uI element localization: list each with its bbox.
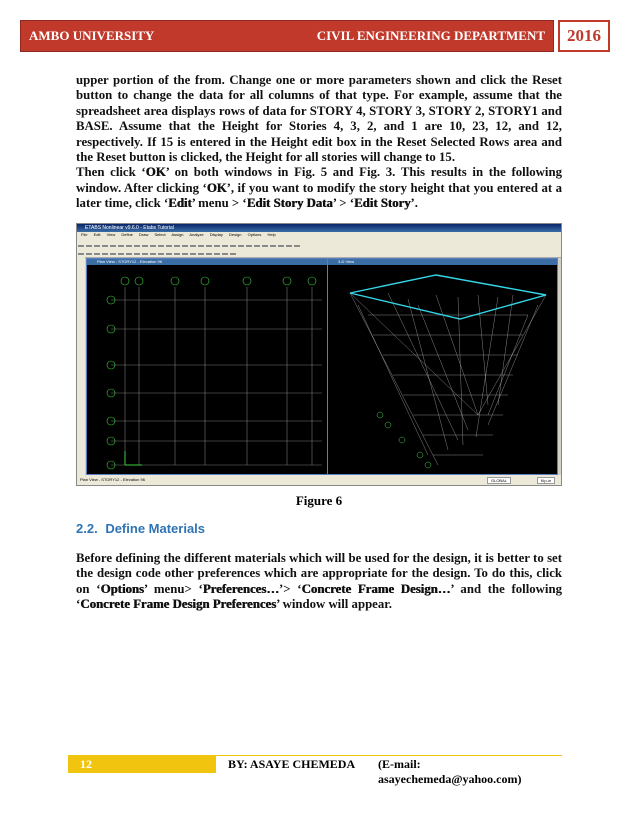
app-menu-bar — [77, 232, 561, 239]
toolbar-icon[interactable] — [174, 253, 180, 255]
menu-edit[interactable]: Edit — [93, 232, 101, 237]
edit-menu-label: Edit — [168, 196, 192, 211]
menu-design[interactable]: Design — [229, 232, 242, 237]
body-text-1 — [76, 73, 562, 212]
toolbar-icon[interactable] — [150, 253, 156, 255]
body-text-2 — [76, 551, 562, 613]
toolbar-icon[interactable] — [126, 253, 132, 255]
text-run: Then click ‘ — [76, 165, 146, 180]
toolbar-icon[interactable] — [86, 253, 92, 255]
3d-view-pane[interactable] — [327, 258, 558, 475]
text-run: ’ menu> ‘ — [143, 581, 203, 596]
header-department: CIVIL ENGINEERING DEPARTMENT — [316, 28, 545, 43]
figure-caption: Figure 6 — [295, 493, 343, 508]
toolbar-icon[interactable] — [198, 253, 204, 255]
menu-select[interactable]: Select — [154, 232, 166, 237]
toolbar-icon[interactable] — [246, 245, 252, 247]
text-run: ’, if you want to modify the story height that you entered at a later time, click ‘ — [76, 180, 562, 211]
toolbar-icon[interactable] — [142, 253, 148, 255]
concrete-frame-design-preferences-label: Concrete Frame Design Preferences — [80, 597, 277, 612]
text-run: ’. — [410, 196, 418, 211]
toolbar-icon[interactable] — [118, 253, 124, 255]
menu-draw[interactable]: Draw — [139, 232, 149, 237]
section-heading — [76, 521, 205, 536]
app-toolbar — [77, 239, 561, 258]
status-coord-system[interactable]: GLOBAL — [487, 477, 511, 484]
section-title: Define Materials — [105, 521, 206, 536]
status-text: Plan View - STORY12 - Elevation 96 — [80, 477, 145, 482]
toolbar-icon[interactable] — [214, 253, 220, 255]
plan-view-pane[interactable] — [86, 258, 328, 475]
text-run: ’ and the following ‘ — [76, 581, 562, 612]
toolbar-icon[interactable] — [230, 253, 236, 255]
concrete-frame-design-label: Concrete Frame Design… — [301, 581, 451, 596]
menu-help[interactable]: Help — [267, 232, 276, 237]
plan-view-title: Plan View - STORY12 - Elevation 96 — [97, 259, 162, 264]
toolbar-icon[interactable] — [134, 253, 140, 255]
toolbar-icon[interactable] — [158, 253, 164, 255]
toolbar-icon[interactable] — [78, 253, 84, 255]
menu-options[interactable]: Options — [247, 232, 262, 237]
toolbar-icon[interactable] — [182, 253, 188, 255]
text-run: ’ on both windows in Fig. 5 and Fig. 3. This results in the following window. After clicking ‘ — [76, 165, 562, 195]
text-run: Before defining the different materials which will be used for the design, it is better to set the design code other preferences which are appropriate for the design. To do this, click on ‘ — [76, 551, 562, 596]
page-footer — [68, 755, 562, 786]
page-header — [20, 20, 610, 52]
toolbar-icon[interactable] — [190, 253, 196, 255]
header-university: AMBO UNIVERSITY — [29, 28, 155, 43]
toolbar-icon[interactable] — [238, 245, 244, 247]
text-run: ’ > ‘ — [332, 196, 354, 211]
toolbar-icon[interactable] — [94, 253, 100, 255]
toolbar-icon[interactable] — [110, 253, 116, 255]
ok-label-1: OK — [145, 165, 166, 180]
text-run: ’ window will appear. — [276, 597, 392, 612]
app-title-bar — [77, 224, 561, 232]
toolbar-icon[interactable] — [262, 245, 268, 247]
header-bar — [20, 20, 554, 52]
edit-story-data-label: Edit Story Data — [246, 196, 333, 211]
app-title: ETABS Nonlinear v9.6.0 - Etabs Tutorial — [85, 225, 174, 231]
etabs-screenshot — [76, 223, 562, 486]
toolbar-icon[interactable] — [166, 253, 172, 255]
toolbar-icon[interactable] — [286, 245, 292, 247]
draw-toolbar — [77, 257, 85, 475]
footer-rule — [216, 755, 562, 756]
paragraph-edit-story — [76, 165, 562, 211]
preferences-label: Preferences… — [202, 581, 279, 596]
3d-view-title: 3-D View — [338, 259, 355, 264]
app-status-bar — [77, 475, 561, 485]
menu-display[interactable]: Display — [209, 232, 223, 237]
ok-label-2: OK — [206, 180, 227, 195]
toolbar-icon[interactable] — [278, 245, 284, 247]
menu-view[interactable]: View — [106, 232, 116, 237]
menu-assign[interactable]: Assign — [171, 232, 184, 237]
header-year: 2016 — [558, 20, 610, 52]
section-number: 2.2. — [76, 521, 98, 536]
options-menu-label: Options — [100, 581, 144, 596]
menu-file[interactable]: File — [81, 232, 88, 237]
footer-email: (E-mail: asayechemeda@yahoo.com) — [378, 757, 522, 786]
3d-frame-model — [328, 265, 560, 486]
text-run: ’> ‘ — [279, 581, 302, 596]
menu-define[interactable]: Define — [121, 232, 133, 237]
toolbar-icon[interactable] — [102, 253, 108, 255]
toolbar-icon[interactable] — [254, 245, 260, 247]
paragraph-story-height: upper portion of the from. Change one or more parameters shown and click the Reset button to change the data for all columns of that type. For example, assume that the spreadsheet area displays rows of data for STORY 4, STORY 3, STORY 2, STORY1 and BASE. Assume that the Height for Stories 4, 3, 2, and 1 are 10, 23, 12, and 12, respectively. If 15 is entered in the Height edit box in the Reset Selected Rows area and the Reset button is clicked, the Height for all stories will change to 15. — [76, 73, 562, 165]
text-run: ’ menu > ‘ — [191, 196, 247, 211]
paragraph-preferences — [76, 551, 562, 613]
menu-analyze[interactable]: Analyze — [189, 232, 204, 237]
status-units[interactable]: Kip-in — [537, 477, 555, 484]
toolbar-icon[interactable] — [294, 245, 300, 247]
toolbar-icon[interactable] — [206, 253, 212, 255]
plan-grid — [87, 265, 327, 486]
page-number: 12 — [68, 755, 216, 773]
edit-story-label: Edit Story — [353, 196, 411, 211]
footer-author: BY: ASAYE CHEMEDA — [228, 757, 356, 771]
toolbar-icon[interactable] — [222, 253, 228, 255]
toolbar-icon[interactable] — [270, 245, 276, 247]
